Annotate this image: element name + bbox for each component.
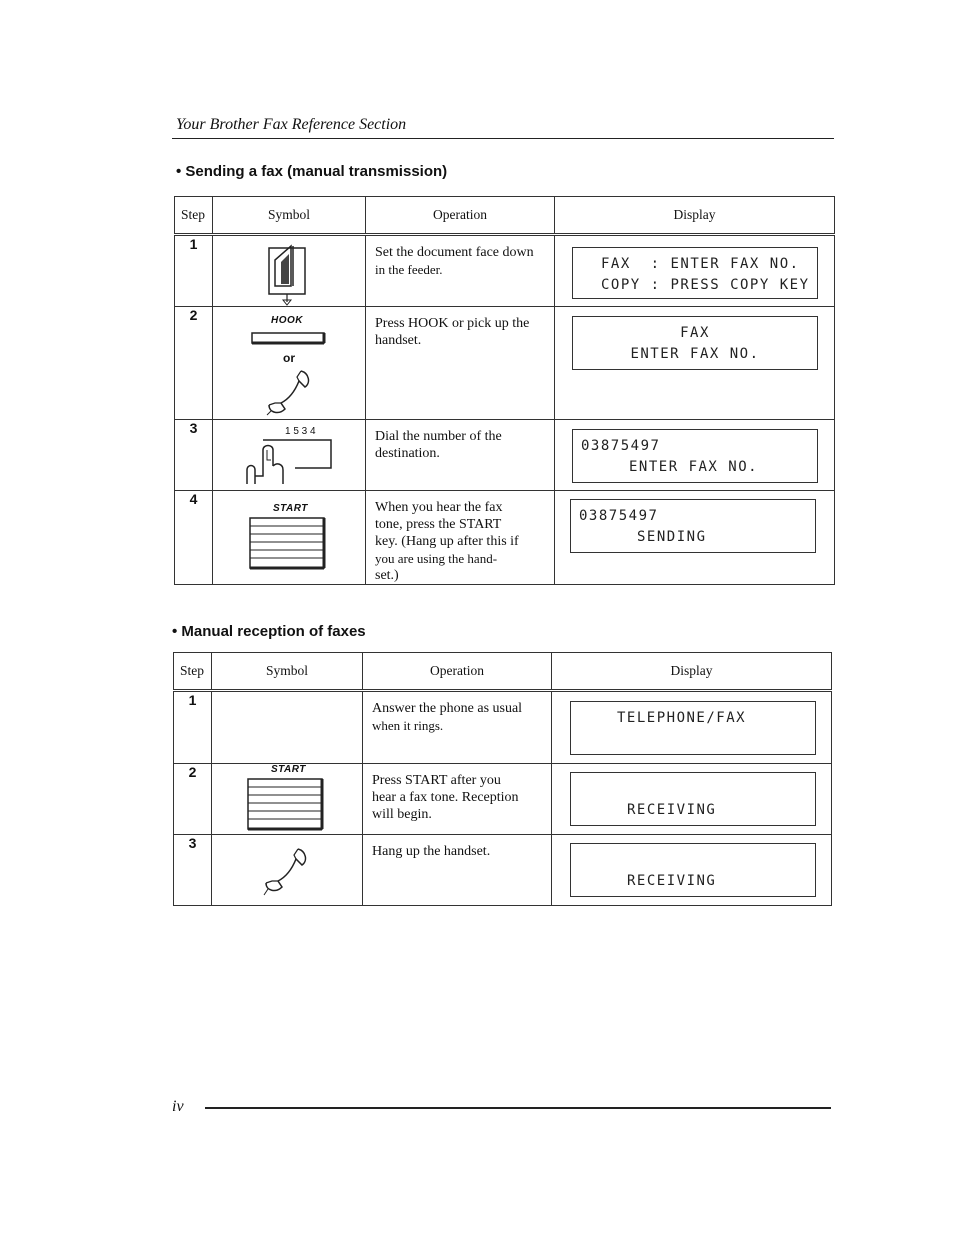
lcd-line: ENTER FAX NO. [629, 459, 759, 475]
operation-line: you are using the hand- [375, 551, 498, 566]
symbol-cell [212, 835, 363, 906]
header-operation: Operation [363, 653, 552, 691]
operation-cell [366, 235, 555, 307]
step-number: 1 [174, 691, 212, 764]
lcd-line: FAX [680, 325, 710, 341]
symbol-cell [213, 235, 366, 307]
handset-icon [262, 845, 312, 897]
dial-digits-text: 1 5 3 4 [285, 426, 316, 437]
operation-line: hear a fax tone. Reception [372, 790, 519, 805]
step-number: 2 [174, 764, 212, 835]
header-step: Step [175, 197, 213, 235]
lcd-display [570, 772, 816, 826]
operation-line: tone, press the START [375, 517, 502, 532]
section-title-reception: • Manual reception of faxes [172, 623, 366, 640]
table-header-row [174, 653, 832, 691]
table-row [175, 420, 835, 491]
header-symbol: Symbol [212, 653, 363, 691]
operation-line: Press HOOK or pick up the [375, 316, 530, 331]
step-number: 4 [175, 491, 213, 585]
step-number: 1 [175, 235, 213, 307]
operation-line: destination. [375, 446, 440, 461]
symbol-cell [212, 764, 363, 835]
lcd-line: TELEPHONE/FAX [617, 710, 747, 726]
symbol-cell [213, 307, 366, 420]
header-symbol: Symbol [213, 197, 366, 235]
lcd-line: SENDING [637, 529, 707, 545]
start-key-label: START [273, 503, 308, 514]
document-feeder-icon [265, 240, 309, 306]
operation-line: Answer the phone as usual [372, 701, 523, 716]
lcd-display [570, 499, 816, 553]
page-number: iv [172, 1098, 184, 1115]
footer-rule [205, 1107, 831, 1109]
lcd-line: 03875497 [579, 508, 659, 524]
lcd-display [570, 843, 816, 897]
table-row [175, 235, 835, 307]
lcd-line: RECEIVING [627, 873, 717, 889]
or-label: or [283, 351, 295, 365]
dial-digits [285, 426, 316, 437]
display-cell [555, 420, 835, 491]
operation-line: handset. [375, 333, 422, 348]
section-title-sending: • Sending a fax (manual transmission) [176, 163, 448, 180]
display-cell [555, 235, 835, 307]
operation-line: Dial the number of the [375, 429, 502, 444]
lcd-display [572, 429, 818, 483]
operation-cell [366, 491, 555, 585]
operation-line: Set the document face down [375, 245, 534, 260]
symbol-cell [213, 491, 366, 585]
lcd-display [572, 247, 818, 299]
operation-cell [363, 764, 552, 835]
step-number: 3 [174, 835, 212, 906]
table-row [174, 764, 832, 835]
lcd-display [570, 701, 816, 755]
start-key-icon [249, 517, 327, 571]
symbol-cell [212, 691, 363, 764]
reception-table [173, 652, 832, 906]
step-number: 2 [175, 307, 213, 420]
operation-line: When you hear the fax [375, 500, 503, 515]
operation-cell [366, 420, 555, 491]
lcd-line: COPY : PRESS COPY KEY [601, 277, 810, 293]
display-cell [555, 307, 835, 420]
lcd-line: 03875497 [581, 438, 661, 454]
operation-line: set.) [375, 568, 399, 583]
sending-table [174, 196, 835, 585]
table-header-row [175, 197, 835, 235]
lcd-display [572, 316, 818, 370]
header-display: Display [552, 653, 832, 691]
lcd-line: RECEIVING [627, 802, 717, 818]
header-rule [172, 138, 834, 139]
header-display: Display [555, 197, 835, 235]
start-key-label: START [271, 764, 306, 775]
start-key-icon [247, 778, 325, 832]
operation-cell [366, 307, 555, 420]
operation-cell [363, 691, 552, 764]
display-cell [552, 691, 832, 764]
step-number: 3 [175, 420, 213, 491]
table-row [175, 307, 835, 420]
table-row [174, 835, 832, 906]
lcd-line: ENTER FAX NO. [630, 346, 760, 362]
header-step: Step [174, 653, 212, 691]
symbol-cell [213, 420, 366, 491]
lcd-line: FAX : ENTER FAX NO. [601, 256, 800, 272]
operation-line: will begin. [372, 807, 432, 822]
handset-icon [265, 367, 315, 417]
operation-line: Hang up the handset. [372, 844, 491, 859]
display-cell [552, 764, 832, 835]
hook-key-label: HOOK [271, 315, 303, 326]
operation-line: in the feeder. [375, 262, 443, 277]
operation-cell [363, 835, 552, 906]
operation-line: key. (Hang up after this if [375, 534, 519, 549]
table-row [174, 691, 832, 764]
running-header: Your Brother Fax Reference Section [176, 116, 407, 133]
operation-line: Press START after you [372, 773, 501, 788]
hook-key-icon [251, 331, 327, 347]
header-operation: Operation [366, 197, 555, 235]
display-cell [555, 491, 835, 585]
operation-line: when it rings. [372, 718, 444, 733]
display-cell [552, 835, 832, 906]
table-row [175, 491, 835, 585]
